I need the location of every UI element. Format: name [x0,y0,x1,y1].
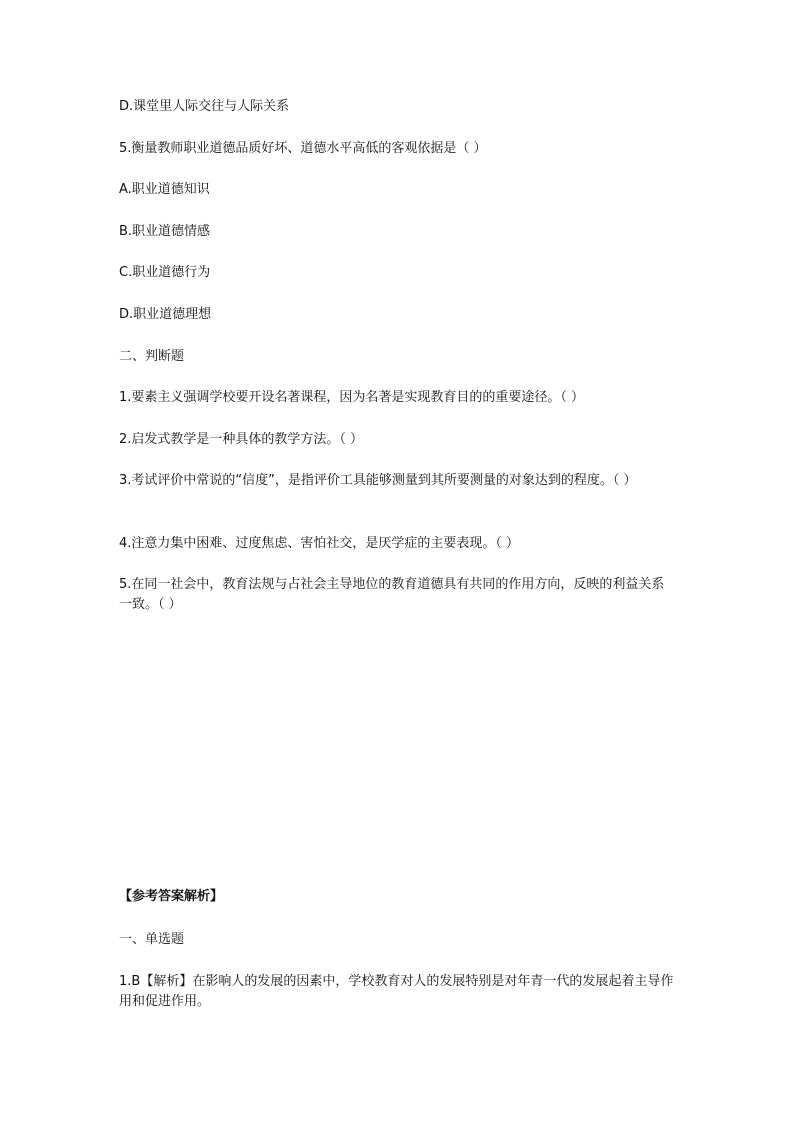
q5-stem: 5.衡量教师职业道德品质好坏、道德水平高低的客观依据是（ ） [119,141,487,156]
judgment-item-2: 2.启发式教学是一种具体的教学方法。（ ） [119,432,364,447]
section-heading-judgment: 二、判断题 [119,349,185,364]
answer-item-1: 1.B【解析】在影响人的发展的因素中，学校教育对人的发展特别是对年青一代的发展起着主导作用和促进作用。 [119,974,674,1009]
q4-option-d: D.课堂里人际交往与人际关系 [119,99,290,114]
q5-option-b: B.职业道德情感 [119,224,211,239]
judgment-item-5: 5.在同一社会中，教育法规与占社会主导地位的教育道德具有共同的作用方向，反映的利益关系一致。（ ） [119,577,665,612]
answers-section-single: 一、单选题 [119,932,185,947]
q5-option-a: A.职业道德知识 [119,182,210,197]
q5-option-c: C.职业道德行为 [119,265,211,280]
answers-heading: 【参考答案解析】 [119,889,224,904]
judgment-item-1: 1.要素主义强调学校要开设名著课程，因为名著是实现教育目的的重要途径。（ ） [119,390,585,405]
judgment-item-4: 4.注意力集中困难、过度焦虑、害怕社交，是厌学症的主要表现。（ ） [119,536,520,551]
q5-option-d: D.职业道德理想 [119,307,212,322]
judgment-item-3: 3.考试评价中常说的“信度”，是指评价工具能够测量到其所要测量的对象达到的程度。（ ） [119,473,637,488]
